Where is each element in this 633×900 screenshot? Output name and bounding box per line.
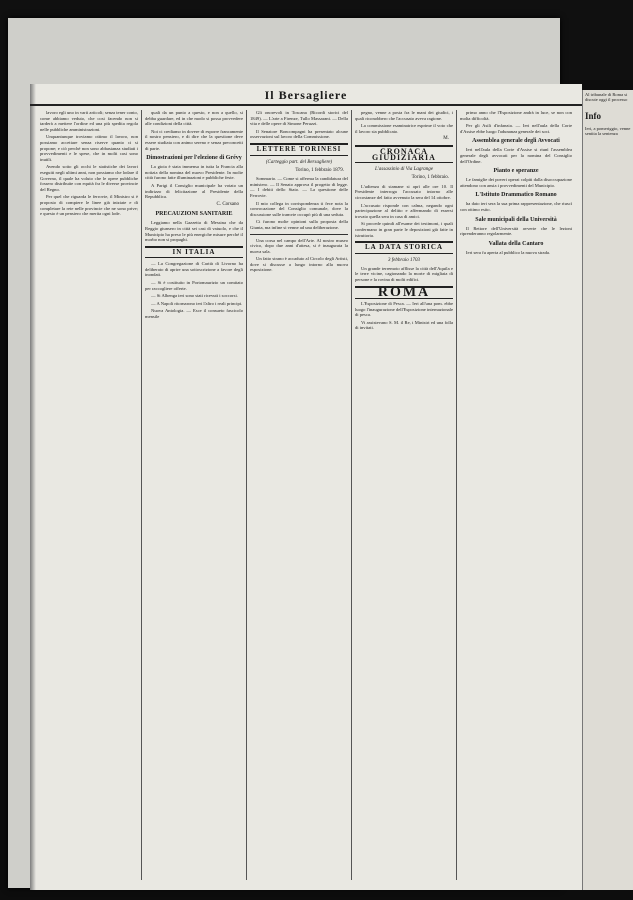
adjacent-page-strip <box>582 90 633 890</box>
paragraph: Sommario. — Come si afferma la candidatura del ministero. — Il Senato approva il progetto di legge. — I debiti dello Stato. — La questione delle Ferrovie. <box>250 176 348 198</box>
paragraph: Ieri sera fu aperta al pubblico la nuova strada. <box>466 249 551 255</box>
strip-text: Al tribunale di Roma si discute oggi il processo <box>585 92 628 103</box>
paragraph: Un grande terremoto afflisse la città dell'Aquila e le terre vicine, cagionando la morte di migliaia di persone e la rovina di molti edifici. <box>355 265 453 282</box>
column-5 <box>460 110 572 882</box>
article-signature: M. <box>443 136 449 142</box>
paragraph: Nuova Antologia. — Esce il consueto fascicolo mensile <box>145 308 243 320</box>
paragraph: Noi ci crediamo in dovere di esporre francamente il nostro pensiero, e di dire che la questione deve essere studiata con animo sereno e senza preconcetti di parte. <box>145 128 243 151</box>
paragraph: lavoro egli uno in varii articoli; senza tener conto, come abbiamo veduto, che cosi facendo non si tarderà a mettere l'ordine ed una più spedita regola nelle pubbliche amministrazioni. <box>40 110 138 132</box>
paragraph: — La Congregazione di Carità di Livorno ha deliberato di aprire una sottoscrizione a favore degli inondati. <box>145 261 243 278</box>
article-heading: PRECAUZIONI SANITARIE <box>155 211 233 218</box>
paragraph: Per quel che riguarda le ferrovie, il Ministro si è proposto di compiere le linee già iniziate e di completare la rete nelle provincie che ne sono prive; e questo è un pensiero che merita ogni lode. <box>40 194 138 217</box>
strip-text: Ieri, a pomeriggio, venne sentita la sentenza <box>585 125 631 137</box>
paragraph: Il Senatore Boncompagni ha presentato alcune osservazioni sul lavoro della Commissione. <box>250 128 348 140</box>
column-rule <box>246 110 247 880</box>
section-heading: LA DATA STORICA <box>355 241 453 254</box>
column-rule <box>141 110 142 880</box>
paragraph: — A Napoli ritornarono ieri l'altro i reali principi. <box>151 300 243 306</box>
paragraph: La gioia è stata immensa in tutta la Francia alla notizia della nomina del nuovo Presidente. In molte città furono fatte illuminazioni e pubbliche feste. <box>145 164 243 181</box>
strip-heading: Info <box>585 110 602 121</box>
paragraph: L'Esposizione di Pesca. — Ieri all'una pom. ebbe luogo l'inaugurazione dell'Esposizione internazionale di pesca. <box>355 301 453 318</box>
paragraph: — Si è costituito in Portomaurizio un comitato per raccogliere offerte. <box>145 280 243 291</box>
paragraph: Una corsa nel campo dell'Arte. Al nostro museo civico, dopo due anni d'attesa, si è inaugurata la nuova sala. <box>250 237 348 254</box>
column-2 <box>145 110 243 882</box>
article-heading: Dimostrazioni per l'elezione di Grévy <box>146 155 242 162</box>
paragraph: Ieri nell'aula della Corte d'Assise si riunì l'assemblea generale degli avvocati per la nomina del Consiglio dell'Ordine. <box>460 147 572 164</box>
article-heading: Assemblea generale degli Avvocati <box>472 138 560 145</box>
dateline: Torino, 1 febbraio. <box>411 175 449 181</box>
paragraph: Il mio collega in corrispondenza ti fece nota la convocazione del Consiglio comunale, dove la discussione sulle tramvie occupò più di una seduta. <box>250 200 348 217</box>
paragraph: Le famiglie dei poveri operai colpiti dalla disoccupazione attendono con ansia i provvedimenti del Municipio. <box>460 177 572 188</box>
paragraph: Il Rettore dell'Università avverte che le lezioni riprenderanno regolarmente. <box>460 225 572 237</box>
paragraph: Avendo sotto gli occhi le statistiche dei lavori eseguiti negli ultimi anni, non possiamo che lodare il Governo, il quale ha voluto che le opere pubbliche fossero distribuite con equità fra le diverse provincie del Regno. <box>40 164 138 192</box>
article-heading: Vallata della Cantaro <box>488 240 544 247</box>
paragraph: L'udienza di stamane si aprì alle ore 10. Il Presidente interroga l'accusato intorno alle circostanze del fatto avvenuto la sera del 14 ottobre. <box>355 183 453 200</box>
page-edge-shadow <box>30 84 36 890</box>
paragraph: A Parigi il Consiglio municipale ha votato un indirizzo di felicitazione al Presidente della Repubblica. <box>145 182 243 200</box>
section-heading: ROMA <box>355 286 453 299</box>
masthead: Il Bersagliere <box>30 88 582 106</box>
paragraph: La commissione esaminatrice esprime il voto che il lavoro sia pubblicato. <box>355 123 453 134</box>
section-heading: CRONACA GIUDIZIARIA <box>355 145 453 163</box>
paragraph: Unquantunque troviamo ottimo il lavoro, non possiamo accettare senza riserve quanto ci si propone; e ciò perché non sono abbastanza studiati i provvedimenti e le spese, che in molti casi sono inutili. <box>40 134 138 162</box>
column-1 <box>40 110 138 882</box>
paragraph: Ci furono molte opinioni sulla proposta della Giunta, ma infine si venne ad una deliberazione. <box>250 219 348 230</box>
column-4 <box>355 110 453 882</box>
paragraph: ha dato ieri sera la sua prima rappresentazione, che riuscì con ottimo esito. <box>460 201 572 212</box>
column-rule <box>456 110 457 880</box>
paragraph: Gli onorevoli in Toscana (Ricordi storici del 1849). — L'arte a Firenze, Tullo Massarani. — Della vita e delle opere di Simone Peruzzi. <box>250 110 348 127</box>
dateline: Torino, 1 febbraio 1879. <box>295 167 344 173</box>
paragraph: Per gli Asili d'infanzia. — Ieri nell'aula della Corte d'Assise ebbe luogo l'adunanza generale dei soci. <box>460 123 572 134</box>
paragraph: Si procede quindi all'esame dei testimoni, i quali confermano in gran parte le deposizioni già fatte in istruttoria. <box>355 221 453 238</box>
section-heading: IN ITALIA <box>145 246 243 259</box>
column-rule <box>351 110 352 880</box>
paragraph: quali da un punto a questo, e non a quello, si debba guardare, ed in che modo si possa provvedere alle condizioni della città. <box>145 110 243 127</box>
paragraph: — Si Albenga ieri sono stati ricevuti i soccorsi. <box>151 293 238 299</box>
paragraph: L'accusato risponde con calma, negando ogni partecipazione al delitto e affermando di essersi trovato quella sera in casa di amici. <box>355 202 453 219</box>
section-subheading: 3 febbraio 1703 <box>388 257 420 263</box>
section-subheading: (Carteggio part. del Bersagliere) <box>265 159 333 165</box>
article-signature: C. Corsano <box>216 201 239 207</box>
column-3 <box>250 110 348 882</box>
paragraph: pegno, venne a posta fra le mani dei giudici, i quali riconobbero che l'accusato aveva ragione. <box>355 110 453 121</box>
paragraph: primo anno che l'Esposizione andrà in luce, se non con molta difficoltà. <box>460 110 572 121</box>
article-heading: L'Istituto Drammatico Romano <box>475 192 557 199</box>
divider <box>250 234 348 235</box>
paragraph: Leggiamo nella Gazzetta di Messina che da Reggio giunsero in città sei casi di vaiuolo, e che il Municipio ha preso le più energiche misure perché il morbo non si propaghi. <box>145 220 243 243</box>
paragraph: Un fatto strano è accaduto al Circolo degli Artisti, dove si discusse a lungo intorno alla nuova esposizione. <box>250 256 348 273</box>
section-heading: LETTERE TORINESI <box>250 143 348 156</box>
article-heading: Pianto e speranze <box>493 168 539 175</box>
paragraph: Vi assistevano S. M. il Re, i Ministri ed una folla di invitati. <box>355 319 453 331</box>
section-subheading: L'assassinio di Via Lagrange <box>374 167 434 173</box>
newspaper-page <box>30 84 582 890</box>
article-heading: Sale municipali della Università <box>475 216 557 223</box>
